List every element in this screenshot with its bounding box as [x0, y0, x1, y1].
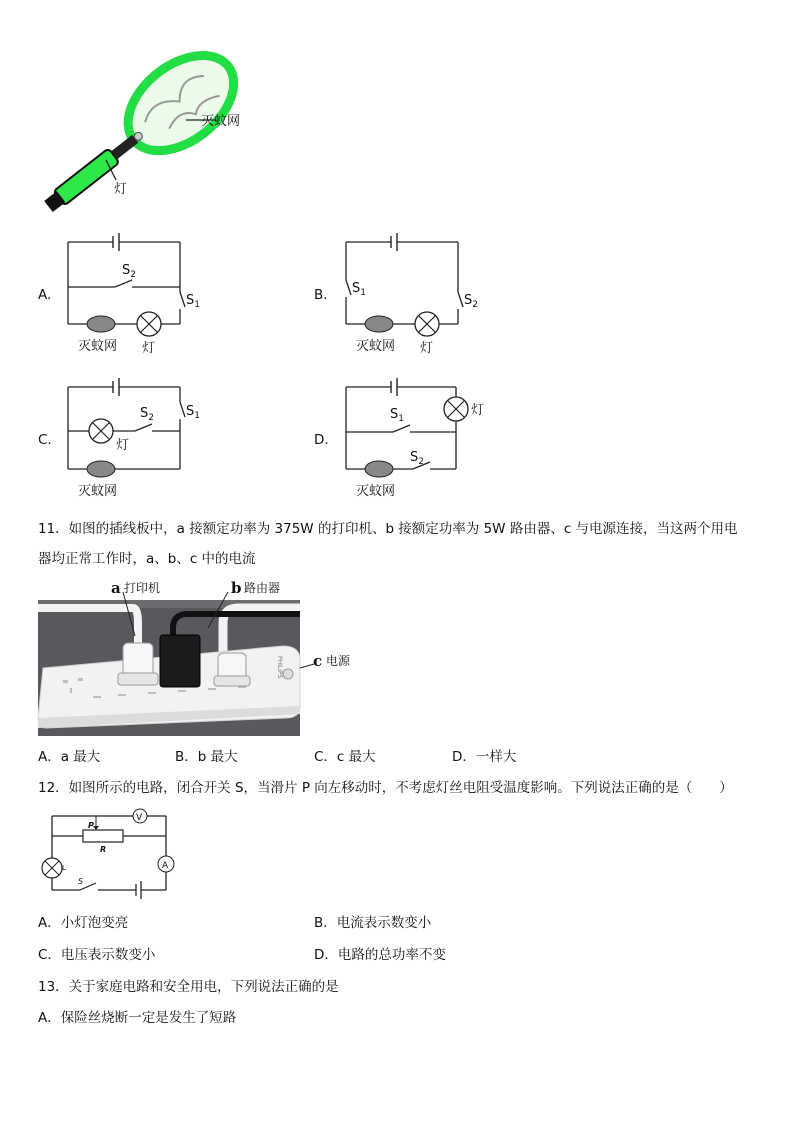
svg-text:S2: $S_2$ — [122, 263, 136, 280]
svg-text:灯: 灯 — [142, 341, 156, 356]
q11-option-d[interactable]: D．一样大 — [452, 749, 517, 765]
svg-text:灭蚊网: 灭蚊网 — [356, 484, 396, 499]
q13-stem: 13．关于家庭电路和安全用电，下列说法正确的是 — [38, 979, 339, 995]
option-b-key: B. — [314, 287, 328, 303]
option-c-key: C. — [38, 432, 52, 448]
q12-stem: 12．如图所示的电路，闭合开关 S，当滑片 P 向左移动时，不考虑灯丝电阻受温度影响。下列说法正确的是（ ） — [38, 780, 733, 796]
svg-text:L: L — [62, 864, 66, 872]
q12-option-b[interactable]: B．电流表示数变小 — [314, 915, 432, 931]
svg-text:S2: $S_2$ — [464, 293, 478, 310]
svg-text:V: V — [136, 813, 143, 823]
label-b: b — [231, 579, 242, 597]
svg-text:S: S — [78, 877, 84, 886]
svg-text:S1: $S_1$ — [186, 293, 200, 310]
circuit-option-d — [338, 377, 498, 507]
svg-text:A: A — [162, 861, 169, 871]
q12-circuit-figure — [38, 808, 188, 903]
label-a-text: 打印机 — [124, 581, 161, 595]
option-d-key: D. — [314, 432, 329, 448]
q11-option-b[interactable]: B．b 最大 — [175, 749, 238, 765]
svg-text:S2: $S_2$ — [140, 406, 154, 423]
racket-figure — [36, 80, 276, 225]
circuit-option-b — [338, 232, 488, 362]
svg-text:灯: 灯 — [116, 438, 130, 453]
q12-option-a[interactable]: A．小灯泡变亮 — [38, 915, 129, 931]
q11-stem-line2: 器均正常工作时，a、b、c 中的电流 — [38, 551, 256, 567]
power-strip-figure — [38, 578, 368, 738]
strip-brand: PHILIPS — [276, 656, 283, 679]
option-a-key: A. — [38, 287, 52, 303]
circuit-option-c — [60, 377, 210, 507]
label-c: c — [313, 652, 323, 670]
svg-text:S1: $S_1$ — [352, 281, 366, 298]
svg-text:P: P — [88, 821, 94, 830]
racket-head — [110, 36, 251, 170]
racket-net-label: 灭蚊网 — [201, 114, 241, 129]
q12-option-d[interactable]: D．电路的总功率不变 — [314, 947, 446, 963]
q11-option-a[interactable]: A．a 最大 — [38, 749, 101, 765]
svg-text:灭蚊网: 灭蚊网 — [78, 339, 118, 354]
svg-text:灭蚊网: 灭蚊网 — [78, 484, 118, 499]
q11-option-c[interactable]: C．c 最大 — [314, 749, 376, 765]
q12-option-c[interactable]: C．电压表示数变小 — [38, 947, 156, 963]
racket-lamp-label: 灯 — [114, 182, 128, 197]
svg-text:S2: $S_2$ — [410, 450, 424, 467]
label-c-text: 电源 — [326, 654, 351, 668]
svg-text:S1: $S_1$ — [390, 407, 404, 424]
svg-text:灯: 灯 — [420, 341, 434, 356]
q13-option-a[interactable]: A．保险丝烧断一定是发生了短路 — [38, 1010, 237, 1026]
svg-text:S1: $S_1$ — [186, 404, 200, 421]
label-a: a — [111, 579, 121, 597]
svg-text:R: R — [100, 845, 107, 854]
svg-text:灭蚊网: 灭蚊网 — [356, 339, 396, 354]
svg-text:灯: 灯 — [471, 403, 485, 418]
q11-stem-line1: 11．如图的插线板中，a 接额定功率为 375W 的打印机、b 接额定功率为 5W 路由器、c 与电源连接，当这两个用电 — [38, 521, 738, 537]
circuit-option-a — [60, 232, 210, 362]
label-b-text: 路由器 — [244, 581, 281, 595]
